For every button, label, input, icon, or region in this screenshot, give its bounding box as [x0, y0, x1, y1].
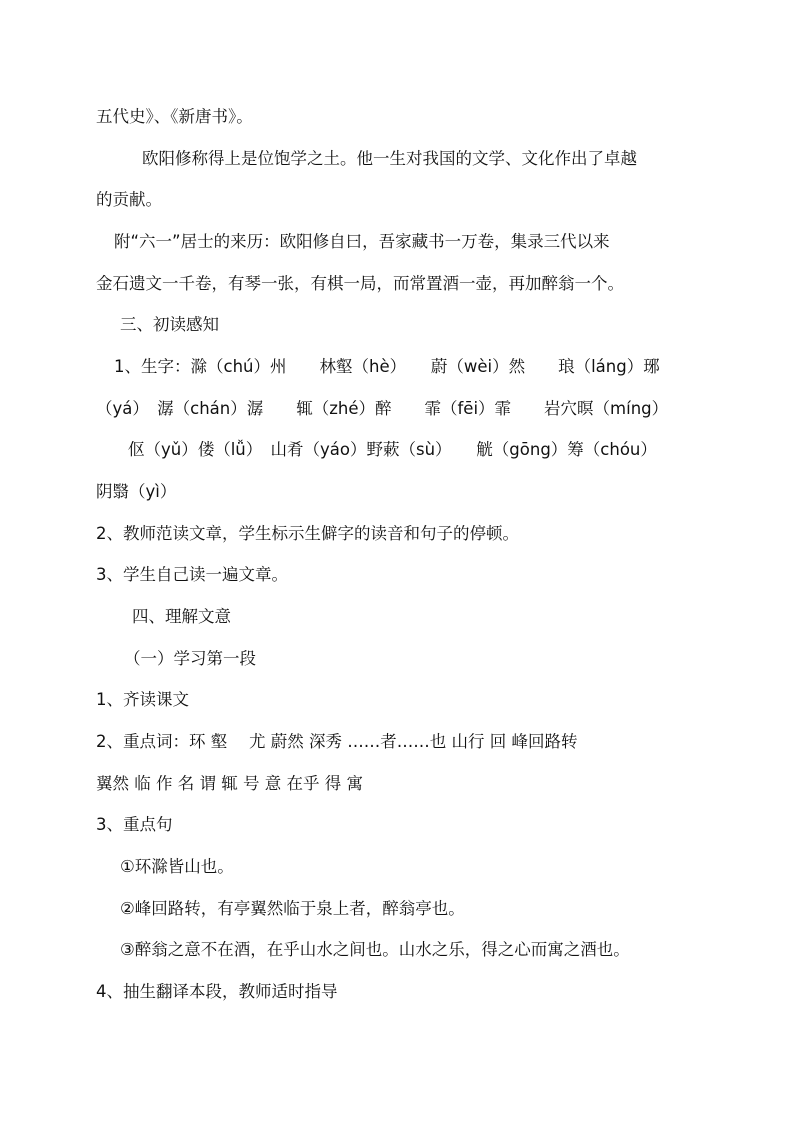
item-4-line: 4、抽生翻译本段，教师适时指导: [96, 982, 338, 1001]
new-words-line-2: （yá） 潺（chán）潺 辄（zhé）醉 霏（fēi）霏 岩穴暝（míng）: [96, 399, 669, 418]
section-heading-3: 三、初读感知: [120, 315, 219, 334]
key-sentence-3: ③醉翁之意不在酒，在乎山水之间也。山水之乐，得之心而寓之酒也。: [120, 940, 630, 959]
new-words-line-1: 1、生字：滁（chú）州 林壑（hè） 蔚（wèi）然 琅（láng）琊: [114, 357, 660, 376]
section-heading-4: 四、理解文意: [132, 607, 231, 626]
text-line-5: 金石遗文一千卷，有琴一张，有棋一局，而常置酒一壶，再加醉翁一个。: [96, 274, 624, 293]
step-3-line: 3、学生自己读一遍文章。: [96, 565, 288, 584]
key-words-line-1: 2、重点词：环 壑 尤 蔚然 深秀 ……者……也 山行 回 峰回路转: [96, 732, 578, 751]
step-2-line: 2、教师范读文章，学生标示生僻字的读音和句子的停顿。: [96, 524, 519, 543]
text-line-2: 欧阳修称得上是位饱学之土。他一生对我国的文学、文化作出了卓越: [142, 149, 637, 168]
key-sentence-2: ②峰回路转，有亭翼然临于泉上者，醉翁亭也。: [120, 899, 465, 918]
new-words-line-3: 伛（yǔ）偻（lǚ） 山肴（yáo）野蔌（sù） 觥（gōng）筹（chóu）: [128, 440, 657, 459]
text-line-1: 五代史》、《新唐书》。: [96, 107, 253, 126]
item-1-line: 1、齐读课文: [96, 690, 189, 709]
subsection-heading-1: （一）学习第一段: [124, 649, 256, 668]
text-line-3: 的贡献。: [96, 190, 162, 209]
new-words-line-4: 阴翳（yì）: [96, 482, 177, 501]
item-3-line: 3、重点句: [96, 815, 173, 834]
key-words-line-2: 翼然 临 作 名 谓 辄 号 意 在乎 得 寓: [96, 774, 363, 793]
text-line-4: 附“六一”居士的来历：欧阳修自曰，吾家藏书一万卷，集录三代以来: [114, 232, 610, 251]
key-sentence-1: ①环滁皆山也。: [120, 857, 234, 876]
